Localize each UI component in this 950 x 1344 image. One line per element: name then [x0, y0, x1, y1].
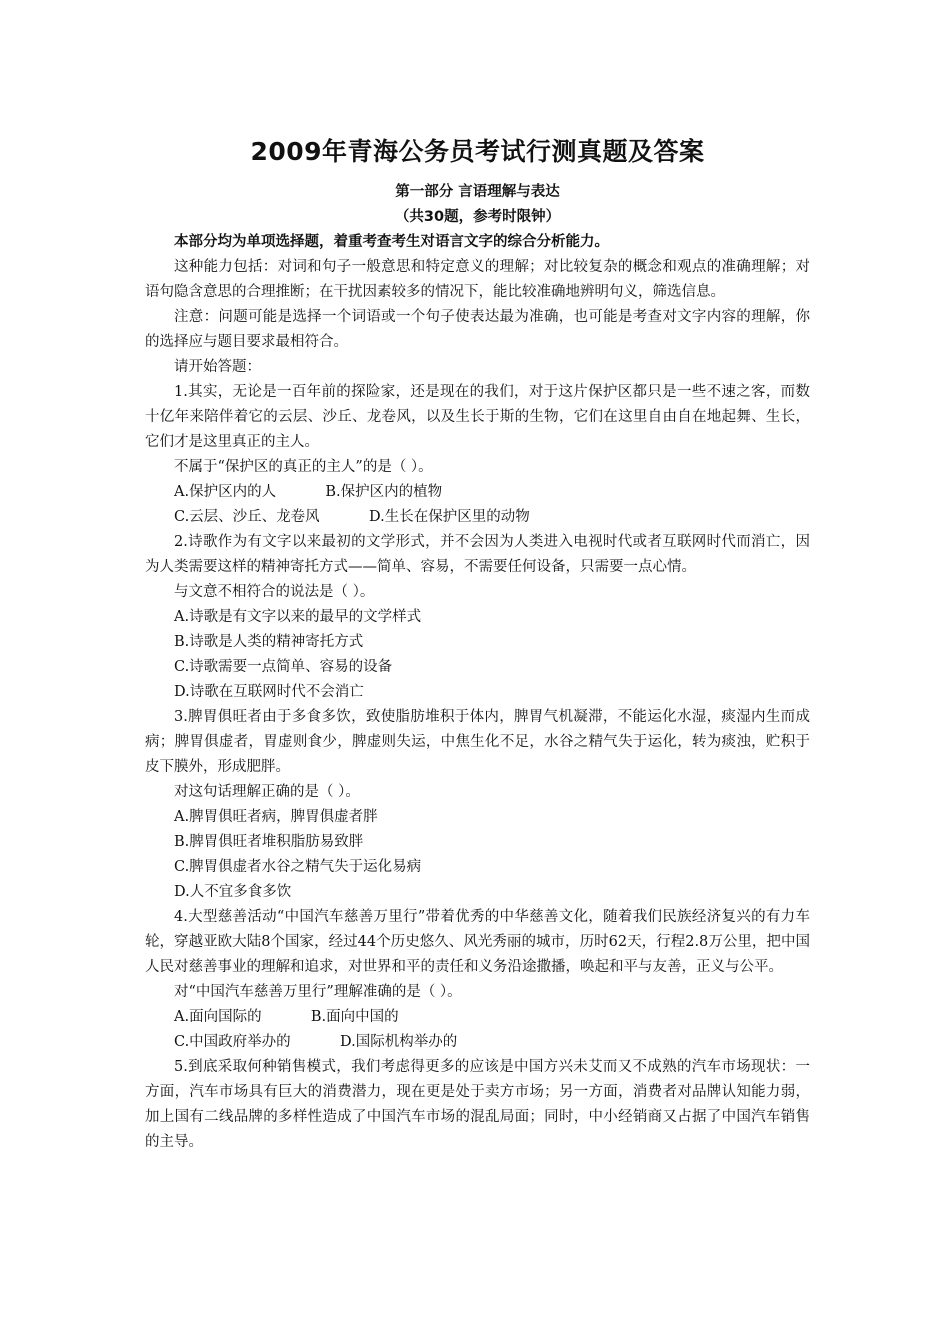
- document-title: 2009年青海公务员考试行测真题及答案: [250, 137, 705, 166]
- intro-paragraph-1: 这种能力包括：对词和句子一般意思和特定意义的理解；对比较复杂的概念和观点的准确理解；对语句隐含意思的合理推断；在干扰因素较多的情况下，能比较准确地辨明句义，筛选信息。: [145, 259, 810, 300]
- part-note: （共30题，参考时限钟）: [394, 209, 561, 225]
- q4-options-row-2: [145, 1030, 810, 1055]
- q1-option-d: D.生长在保护区里的动物: [368, 509, 530, 525]
- q5-text: 5.到底采取何种销售模式，我们考虑得更多的应该是中国方兴未艾而又不成熟的汽车市场现状：一方面，汽车市场具有巨大的消费潜力，现在更是处于卖方市场；另一方面，消费者对品牌认知能力弱，加上国有二线品牌的多样性造成了中国汽车市场的混乱局面；同时，中小经销商又占据了中国汽车销售的主导。: [145, 1059, 810, 1150]
- q1-question: 不属于“保护区的真正的主人”的是（ ）。: [174, 459, 433, 475]
- q1-text: 1.其实，无论是一百年前的探险家，还是现在的我们，对于这片保护区都只是一些不速之客，而数十亿年来陪伴着它的云层、沙丘、龙卷风，以及生长于斯的生物，它们在这里自由自在地起舞、生长，它们才是这里真正的主人。: [145, 384, 810, 450]
- q2-text: 2.诗歌作为有文字以来最初的文学形式，并不会因为人类进入电视时代或者互联网时代而消亡，因为人类需要这样的精神寄托方式——简单、容易，不需要任何设备，只需要一点心情。: [145, 534, 810, 575]
- q3-option-c: C.脾胃俱虚者水谷之精气失于运化易病: [174, 859, 422, 875]
- intro-bold: 本部分均为单项选择题，着重考查考生对语言文字的综合分析能力。: [174, 234, 609, 250]
- q2-option-c: C.诗歌需要一点简单、容易的设备: [174, 659, 393, 675]
- q4-option-c: C.中国政府举办的: [174, 1034, 291, 1050]
- q1-option-c: C.云层、沙丘、龙卷风: [174, 509, 320, 525]
- intro-paragraph-2: 注意：问题可能是选择一个词语或一个句子使表达最为准确，也可能是考查对文字内容的理解，你的选择应与题目要求最相符合。: [145, 309, 810, 350]
- q2-question: 与文意不相符合的说法是（ ）。: [174, 584, 375, 600]
- q4-options-row-1: [145, 1005, 810, 1030]
- q4-option-d: D.国际机构举办的: [339, 1034, 458, 1050]
- q3-option-d: D.人不宜多食多饮: [174, 884, 292, 900]
- q1-option-b: B.保护区内的植物: [325, 484, 443, 500]
- q3-question: 对这句话理解正确的是（ ）。: [174, 784, 360, 800]
- part-heading: 第一部分 言语理解与表达: [395, 184, 560, 200]
- q2-option-b: B.诗歌是人类的精神寄托方式: [174, 634, 364, 650]
- q3-option-b: B.脾胃俱旺者堆积脂肪易致胖: [174, 834, 364, 850]
- q4-option-b: B.面向中国的: [310, 1009, 399, 1025]
- q4-text: 4.大型慈善活动“中国汽车慈善万里行”带着优秀的中华慈善文化，随着我们民族经济复兴的有力车轮，穿越亚欧大陆8个国家，经过44个历史悠久、风光秀丽的城市，历时62天，行程2.8万公里，把中国人民对慈善事业的理解和追求，对世界和平的责任和义务沿途撒播，唤起和平与友善，正义与公平。: [145, 909, 810, 975]
- q1-options-row-2: [145, 505, 810, 530]
- intro-start: 请开始答题：: [174, 359, 261, 375]
- q3-option-a: A.脾胃俱旺者病，脾胃俱虚者胖: [174, 809, 378, 825]
- q2-option-a: A.诗歌是有文字以来的最早的文学样式: [174, 609, 422, 625]
- q1-options-row-1: [145, 480, 810, 505]
- q3-text: 3.脾胃俱旺者由于多食多饮，致使脂肪堆积于体内，脾胃气机凝滞，不能运化水湿，痰湿内生而成病；脾胃俱虚者，胃虚则食少，脾虚则失运，中焦生化不足，水谷之精气失于运化，转为痰浊，贮积于皮下膜外，形成肥胖。: [145, 709, 810, 775]
- q2-option-d: D.诗歌在互联网时代不会消亡: [174, 684, 364, 700]
- q1-option-a: A.保护区内的人: [174, 484, 277, 500]
- q4-option-a: A.面向国际的: [174, 1009, 262, 1025]
- q4-question: 对“中国汽车慈善万里行”理解准确的是（ ）。: [174, 984, 462, 1000]
